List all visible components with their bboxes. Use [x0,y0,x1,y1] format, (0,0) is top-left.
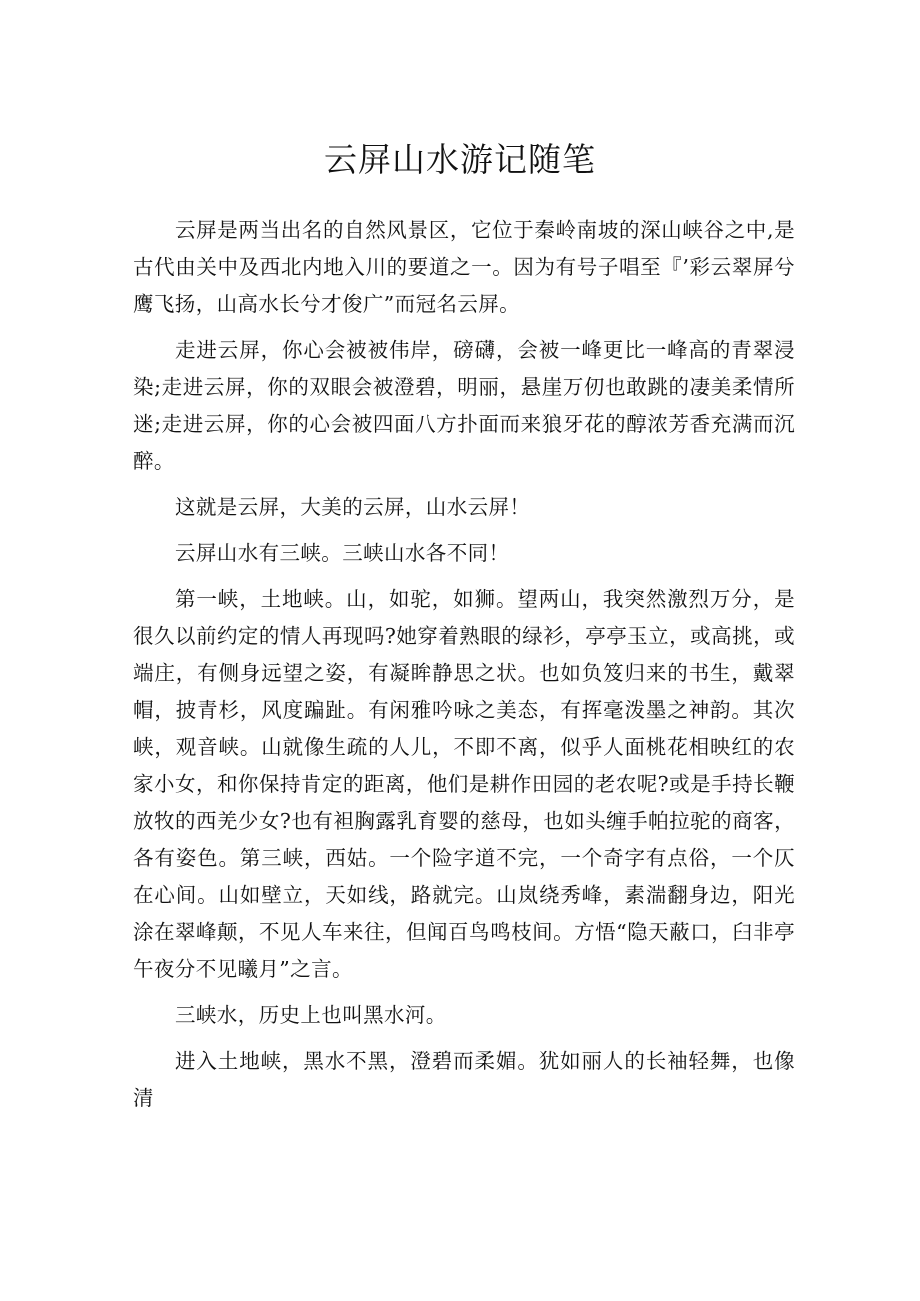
paragraph-tudi-gorge-water: 进入土地峡，黑水不黑，澄碧而柔媚。犹如丽人的长袖轻舞，也像清 [133,1049,795,1110]
paragraph-walk-into-yunping: 走进云屏，你心会被被伟岸，磅礴，会被一峰更比一峰高的青翠浸染;走进云屏，你的双眼会被澄碧，明丽，悬崖万仞也敢跳的凄美柔情所迷;走进云屏，你的心会被四面八方扑面而来狼牙花的醇浓芳香充满而沉醉。 [133,338,795,473]
paragraph-beautiful-yunping: 这就是云屏，大美的云屏，山水云屏！ [175,495,531,519]
paragraph-three-gorges: 云屏山水有三峡。三峡山水各不同！ [175,541,510,565]
paragraph-black-water-river: 三峡水，历史上也叫黑水河。 [175,1003,447,1027]
document-title: 云屏山水游记随笔 [324,140,596,179]
document-body [133,212,795,1126]
paragraph-gorge-mountains: 第一峡，土地峡。山，如驼，如狮。望两山，我突然激烈万分，是很久以前约定的情人再现吗?她穿着熟眼的绿衫，亭亭玉立，或高挑，或端庄，有侧身远望之姿，有凝眸静思之状。也如负笈归来的书生，戴翠帽，披青杉，风度蹁趾。有闲雅吟咏之美态，有挥毫泼墨之神韵。其次峡，观音峡。山就像生疏的人儿，不即不离，似乎人面桃花相映红的农家小女，和你保持肯定的距离，他们是耕作田园的老农呢?或是手持长鞭放牧的西羌少女?也有袒胸露乳育婴的慈母，也如头缠手帕拉驼的商客，各有姿色。第三峡，西姑。一个险字道不完，一个奇字有点俗，一个仄在心间。山如壁立，天如线，路就完。山岚绕秀峰，素湍翻身边，阳光涂在翠峰颠，不见人车来往，但闻百鸟鸣枝间。方悟“隐天蔽口，臼非亭午夜分不见曦月”之言。 [133,587,795,981]
paragraph-intro: 云屏是两当出名的自然风景区，它位于秦岭南坡的深山峡谷之中,是古代由关中及西北内地入川的要道之一。因为有号子唱至『’彩云翠屏兮鹰飞扬，山高水长兮才俊广”而冠名云屏。 [133,218,795,316]
